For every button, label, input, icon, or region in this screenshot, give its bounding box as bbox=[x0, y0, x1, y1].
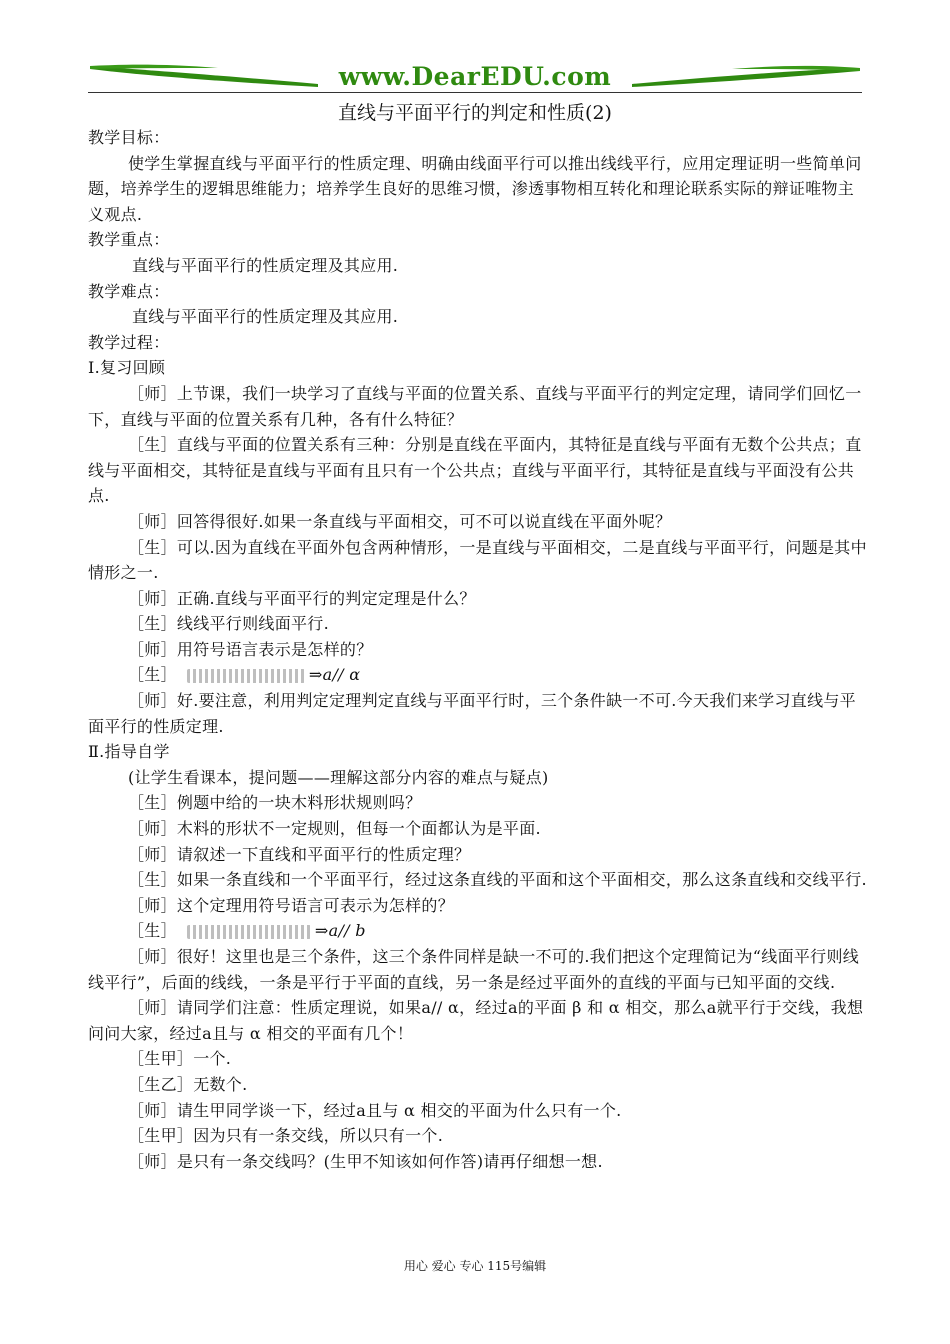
formula-image-placeholder bbox=[187, 925, 311, 939]
dialogue-line: ［师］回答得很好.如果一条直线与平面相交，可不可以说直线在平面外呢？ bbox=[128, 511, 672, 531]
dialogue-line: ［生甲］因为只有一条交线，所以只有一个. bbox=[128, 1126, 444, 1146]
dialogue-line: ［师］这个定理用符号语言可表示为怎样的？ bbox=[128, 895, 455, 915]
page-title: 直线与平面平行的判定和性质(2) bbox=[338, 102, 612, 124]
section-heading-review: Ⅰ.复习回顾 bbox=[88, 358, 166, 378]
section-heading-objectives: 教学目标： bbox=[88, 128, 170, 147]
dialogue-line: ［生］如果一条直线和一个平面平行，经过这条直线的平面和这个平面相交，那么这条直线和交线平行. bbox=[128, 870, 867, 890]
section-heading-difficulties: 教学难点： bbox=[88, 281, 170, 301]
section-heading-process: 教学过程： bbox=[88, 332, 170, 352]
dialogue-line: ［师］木料的形状不一定规则，但每一个面都认为是平面. bbox=[128, 819, 541, 839]
page-footer: 用心 爱心 专心 115号编辑 bbox=[403, 1259, 547, 1273]
speaker-label: ［生］ bbox=[128, 921, 177, 941]
note-line: (让学生看课本，提问题——理解这部分内容的难点与疑点) bbox=[128, 767, 549, 787]
dialogue-line: ［师］正确.直线与平面平行的判定定理是什么？ bbox=[128, 588, 476, 608]
dialogue-line: ［师］请同学们注意：性质定理说，如果a// α，经过a的平面 β 和 α 相交，那么a就平行于交线，我想问问大家，经过a且与 α 相交的平面有几个！ bbox=[88, 998, 864, 1043]
dialogue-line: ［师］请叙述一下直线和平面平行的性质定理？ bbox=[128, 844, 471, 864]
difficulties-text: 直线与平面平行的性质定理及其应用. bbox=[132, 307, 399, 327]
section-heading-self-study: Ⅱ.指导自学 bbox=[88, 742, 170, 762]
dialogue-line: ［师］请生甲同学谈一下，经过a且与 α 相交的平面为什么只有一个. bbox=[128, 1100, 622, 1120]
document-body bbox=[88, 125, 868, 1174]
dialogue-line: ［师］用符号语言表示是怎样的？ bbox=[128, 639, 373, 659]
objectives-text: 使学生掌握直线与平面平行的性质定理、明确由线面平行可以推出线线平行，应用定理证明一些简单问题，培养学生的逻辑思维能力；培养学生良好的思维习惯，渗透事物相互转化和理论联系实际的辩证唯物主义观点. bbox=[88, 153, 862, 224]
dialogue-line: ［生乙］无数个. bbox=[128, 1074, 248, 1094]
section-heading-key-points: 教学重点： bbox=[88, 230, 170, 250]
dialogue-line: ［师］上节课，我们一块学习了直线与平面的位置关系、直线与平面平行的判定定理，请同学们回忆一下，直线与平面的位置关系有几种，各有什么特征？ bbox=[88, 383, 862, 429]
key-points-text: 直线与平面平行的性质定理及其应用. bbox=[132, 255, 399, 275]
dialogue-line: ［生］可以.因为直线在平面外包含两种情形，一是直线与平面相交，二是直线与平面平行，问题是其中情形之一. bbox=[88, 537, 867, 583]
dialogue-line: ［生］线线平行则线面平行. bbox=[128, 614, 329, 634]
dialogue-line: ［师］很好！这里也是三个条件，这三个条件同样是缺一不可的.我们把这个定理简记为“线面平行则线线平行”，后面的线线，一条是平行于平面的直线，另一条是经过平面外的直线的平面与已知平面的交线. bbox=[88, 947, 860, 992]
dialogue-line: ［师］好.要注意，利用判定定理判定直线与平面平行时，三个条件缺一不可.今天我们来学习直线与平面平行的性质定理. bbox=[88, 691, 856, 736]
dialogue-line: ［师］是只有一条交线吗？(生甲不知该如何作答)请再仔细想一想. bbox=[128, 1151, 603, 1171]
formula-image-placeholder bbox=[187, 669, 305, 683]
formula-conclusion: ⇒a// α bbox=[308, 665, 361, 685]
dialogue-line-formula bbox=[88, 662, 868, 688]
dialogue-line: ［生］例题中给的一块木料形状规则吗？ bbox=[128, 793, 422, 813]
dialogue-line-formula bbox=[88, 918, 868, 944]
dialogue-line: ［生甲］一个. bbox=[128, 1049, 232, 1069]
speaker-label: ［生］ bbox=[128, 665, 177, 685]
site-brand-logo[interactable]: www.DearEDU.com bbox=[338, 62, 612, 91]
formula-conclusion: ⇒a// b bbox=[314, 921, 366, 941]
header-divider bbox=[88, 92, 862, 93]
site-header bbox=[88, 60, 862, 96]
dialogue-line: ［生］直线与平面的位置关系有三种：分别是直线在平面内，其特征是直线与平面有无数个公共点；直线与平面相交，其特征是直线与平面有且只有一个公共点；直线与平面平行，其特征是直线与平面没有公共点. bbox=[88, 435, 862, 506]
